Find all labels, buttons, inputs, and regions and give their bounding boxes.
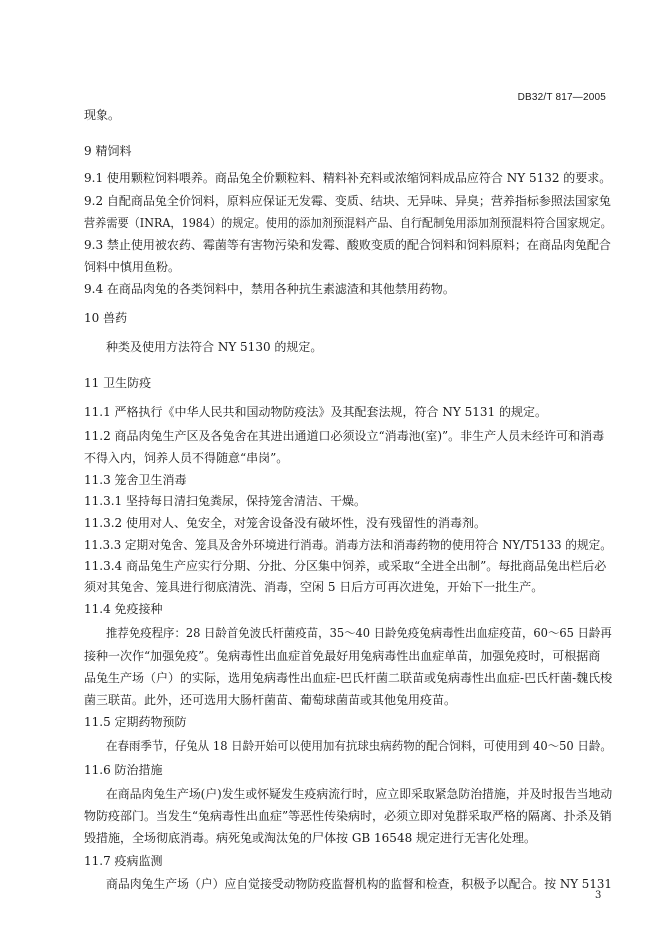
body-line: 11.3.3 定期对兔舍、笼具及舍外环境进行消毒。消毒方法和消毒药物的使用符合 NY/T5133 的规定。 <box>84 538 612 552</box>
section-heading: 11 卫生防疫 <box>84 376 152 390</box>
body-line: 现象。 <box>84 108 121 122</box>
body-line: 9.1 使用颗粒饲料喂养。商品兔全价颗粒料、精料补充料或浓缩饲料成品应符合 NY 5132 的要求。 <box>84 171 612 185</box>
body-line: 饲料中慎用鱼粉。 <box>84 260 181 274</box>
subsection-heading: 11.4 免疫接种 <box>84 602 163 616</box>
body-line: 须对其兔舍、笼具进行彻底清洗、消毒，空闲 5 日后方可再次进兔，开始下一批生产。 <box>84 580 544 594</box>
section-heading: 10 兽药 <box>84 311 128 325</box>
body-line: 在商品肉兔生产场(户)发生或怀疑发生疫病流行时，应立即采取紧急防治措施，并及时报告当地动 <box>106 787 613 801</box>
body-line: 11.3.1 坚持每日清扫兔粪尿，保持笼舍清洁、干燥。 <box>84 494 366 508</box>
body-line: 11.3.4 商品兔生产应实行分期、分批、分区集中饲养，或采取“全进全出制”。每批商品兔出栏后必 <box>84 559 607 573</box>
subsection-heading: 11.3 笼舍卫生消毒 <box>84 473 187 487</box>
body-line: 9.3 禁止使用被农药、霉菌等有害物污染和发霉、酸败变质的配合饲料和饲料原料；在商品肉兔配合 <box>84 238 611 252</box>
body-line: 在春雨季节，仔兔从 18 日龄开始可以使用加有抗球虫病药物的配合饲料，可使用到 40～50 日龄。 <box>106 739 612 753</box>
body-line: 种类及使用方法符合 NY 5130 的规定。 <box>106 340 323 354</box>
body-line: 11.3.2 使用对人、兔安全，对笼舍设备没有破坏性，没有残留性的消毒剂。 <box>84 516 486 530</box>
body-line: 营养需要（INRA，1984）的规定。使用的添加剂预混料产品、自行配制兔用添加剂预混料符合国家规定。 <box>84 216 612 230</box>
body-line: 不得入内，饲养人员不得随意“串岗”。 <box>84 451 289 465</box>
body-line: 毁措施，全场彻底消毒。病死兔或淘汰兔的尸体按 GB 16548 规定进行无害化处理。 <box>84 831 537 845</box>
subsection-heading: 11.7 疫病监测 <box>84 854 163 868</box>
subsection-heading: 11.5 定期药物预防 <box>84 715 187 729</box>
page-number: 3 <box>595 890 602 901</box>
subsection-heading: 11.6 防治措施 <box>84 763 163 777</box>
body-line: 9.2 自配商品兔全价饲料，原料应保证无发霉、变质、结块、无异味、异臭；营养指标参照法国家兔 <box>84 194 611 208</box>
section-heading: 9 精饲料 <box>84 144 132 158</box>
body-line: 接种一次作“加强免疫”。兔病毒性出血症首免最好用兔病毒性出血症单苗，加强免疫时，可根据商 <box>84 649 601 663</box>
body-line: 菌三联苗。此外，还可选用大肠杆菌苗、葡萄球菌苗或其他兔用疫苗。 <box>84 693 457 707</box>
body-line: 商品肉兔生产场（户）应自觉接受动物防疫监督机构的监督和检查，积极予以配合。按 NY 5131 <box>106 877 612 891</box>
body-line: 推荐免疫程序：28 日龄首免波氏杆菌疫苗，35～40 日龄免疫兔病毒性出血症疫苗，60～65 日龄再 <box>106 626 612 640</box>
body-line: 11.1 严格执行《中华人民共和国动物防疫法》及其配套法规，符合 NY 5131 的规定。 <box>84 405 547 419</box>
body-line: 物防疫部门。当发生“兔病毒性出血症”等恶性传染病时，必须立即对兔群采取严格的隔离、扑杀及销 <box>84 809 612 823</box>
body-line: 11.2 商品肉兔生产区及各兔舍在其进出通道口必须设立“消毒池(室)”。非生产人员未经许可和消毒 <box>84 429 605 443</box>
standard-number: DB32/T 817—2005 <box>517 92 606 103</box>
body-line: 9.4 在商品肉兔的各类饲料中，禁用各种抗生素滤渣和其他禁用药物。 <box>84 282 455 296</box>
body-line: 品兔生产场（户）的实际，选用兔病毒性出血症-巴氏杆菌二联苗或兔病毒性出血症-巴氏杆菌-魏氏梭 <box>84 671 613 685</box>
